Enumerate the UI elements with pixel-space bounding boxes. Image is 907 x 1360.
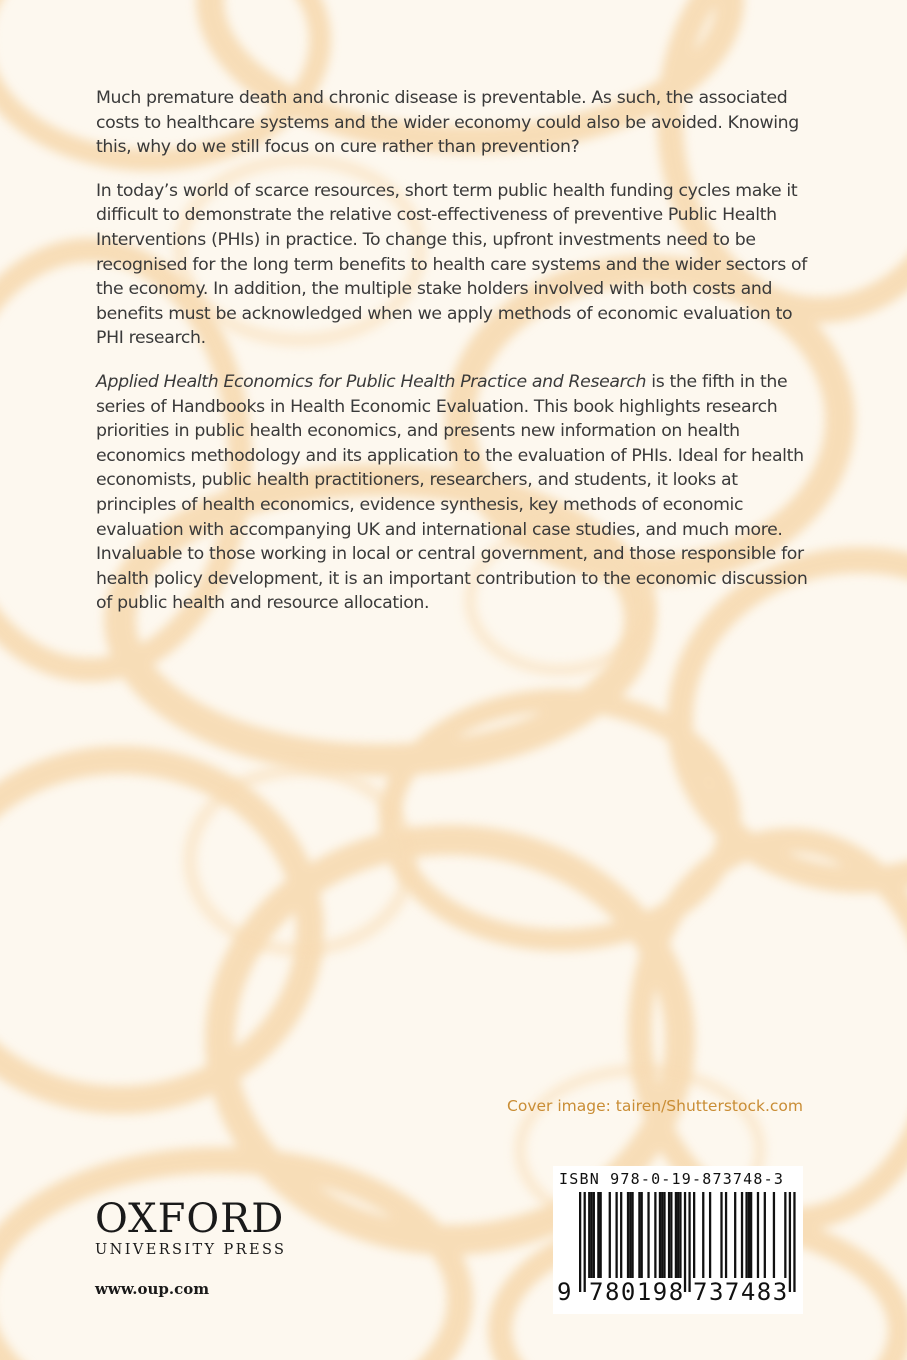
barcode-bar (661, 1192, 663, 1278)
barcode-bar (750, 1192, 752, 1278)
barcode-bar (620, 1192, 622, 1278)
barcode-bar (593, 1192, 595, 1278)
barcode-left-digits: 780198 (589, 1278, 685, 1306)
barcode-bar (590, 1192, 592, 1278)
barcode-right-digits: 737483 (693, 1278, 789, 1306)
barcode-bar (679, 1192, 681, 1278)
cover-image-credit: Cover image: tairen/Shutterstock.com (507, 1097, 803, 1115)
barcode-bar (668, 1192, 670, 1278)
barcode-bar (588, 1192, 590, 1278)
barcode-bar (584, 1192, 586, 1292)
barcode-bar (609, 1192, 611, 1278)
barcode-bar (631, 1192, 633, 1278)
barcode-bar (702, 1192, 704, 1278)
barcode-bar (764, 1192, 766, 1278)
description-text (96, 86, 816, 635)
barcode-bar (641, 1192, 643, 1278)
description-paragraph-3 (96, 370, 816, 616)
barcode-bar (597, 1192, 599, 1278)
book-title: Applied Health Economics for Public Health Practice and Research (96, 371, 647, 392)
barcode-bar (677, 1192, 679, 1278)
description-paragraph-3-text: is the fifth in the series of Handbooks in Health Economic Evaluation. This book highlights research priorities in public health economics, and presents new information on health economics methodology and its application to the evaluation of PHIs. Ideal for health economists, public health practitioners, researchers, and students, it looks at principles of health economics, evidence synthesis, key methods of economic evaluation with accompanying UK and international case studies, and much more. Invaluable to those working in local or central government, and those responsible for health policy development, it is an important contribution to the economic discussion of public health and resource allocation. (96, 371, 808, 614)
barcode-bar (725, 1192, 727, 1278)
barcode-bar (647, 1192, 649, 1278)
barcode-bar (627, 1192, 629, 1278)
barcode-bar (784, 1192, 786, 1278)
barcode-bar (793, 1192, 795, 1292)
description-paragraph-1: Much premature death and chronic disease is preventable. As such, the associated costs to healthcare systems and the wider economy could also be avoided. Knowing this, why do we still focus on cure rather than prevention? (96, 88, 799, 158)
barcode-bar (693, 1192, 695, 1278)
publisher-name: OXFORD (95, 1196, 285, 1242)
barcode-bar (684, 1192, 686, 1292)
barcode-bar (757, 1192, 759, 1278)
barcode-bar (688, 1192, 690, 1292)
publisher-subtitle: UNIVERSITY PRESS (95, 1242, 287, 1258)
barcode-bar (748, 1192, 750, 1278)
barcode-bar (663, 1192, 665, 1278)
isbn-barcode (553, 1166, 803, 1314)
barcode-bar (675, 1192, 677, 1278)
barcode-bar (579, 1192, 581, 1292)
barcode-bar (638, 1192, 640, 1278)
barcode-bar (709, 1192, 711, 1278)
isbn-label: ISBN 978-0-19-873748-3 (559, 1170, 785, 1188)
barcode-bar (773, 1192, 775, 1278)
publisher-url: www.oup.com (95, 1280, 210, 1298)
barcode-bar (659, 1192, 661, 1278)
barcode-bar (600, 1192, 602, 1278)
barcode-bar (741, 1192, 743, 1278)
barcode-bar (654, 1192, 656, 1278)
barcode-bar (789, 1192, 791, 1292)
barcode-bar (615, 1192, 617, 1278)
barcode-lead-digit: 9 (557, 1278, 572, 1306)
publisher-logo (95, 1198, 286, 1258)
barcode-bar (670, 1192, 672, 1278)
description-paragraph-2: In today’s world of scarce resources, short term public health funding cycles make it difficult to demonstrate the relative cost-effectiveness of preventive Public Health Interventions (PHIs) in practice. To change this, upfront investments need to be recognised for the long term benefits to health care systems and the wider sectors of the economy. In addition, the multiple stake holders involved with both costs and benefits must be acknowledged when we apply methods of economic evaluation to PHI research. (96, 180, 807, 349)
barcode-bar (720, 1192, 722, 1278)
barcode-bar (629, 1192, 631, 1278)
barcode-bar (745, 1192, 747, 1278)
barcode-bar (734, 1192, 736, 1278)
